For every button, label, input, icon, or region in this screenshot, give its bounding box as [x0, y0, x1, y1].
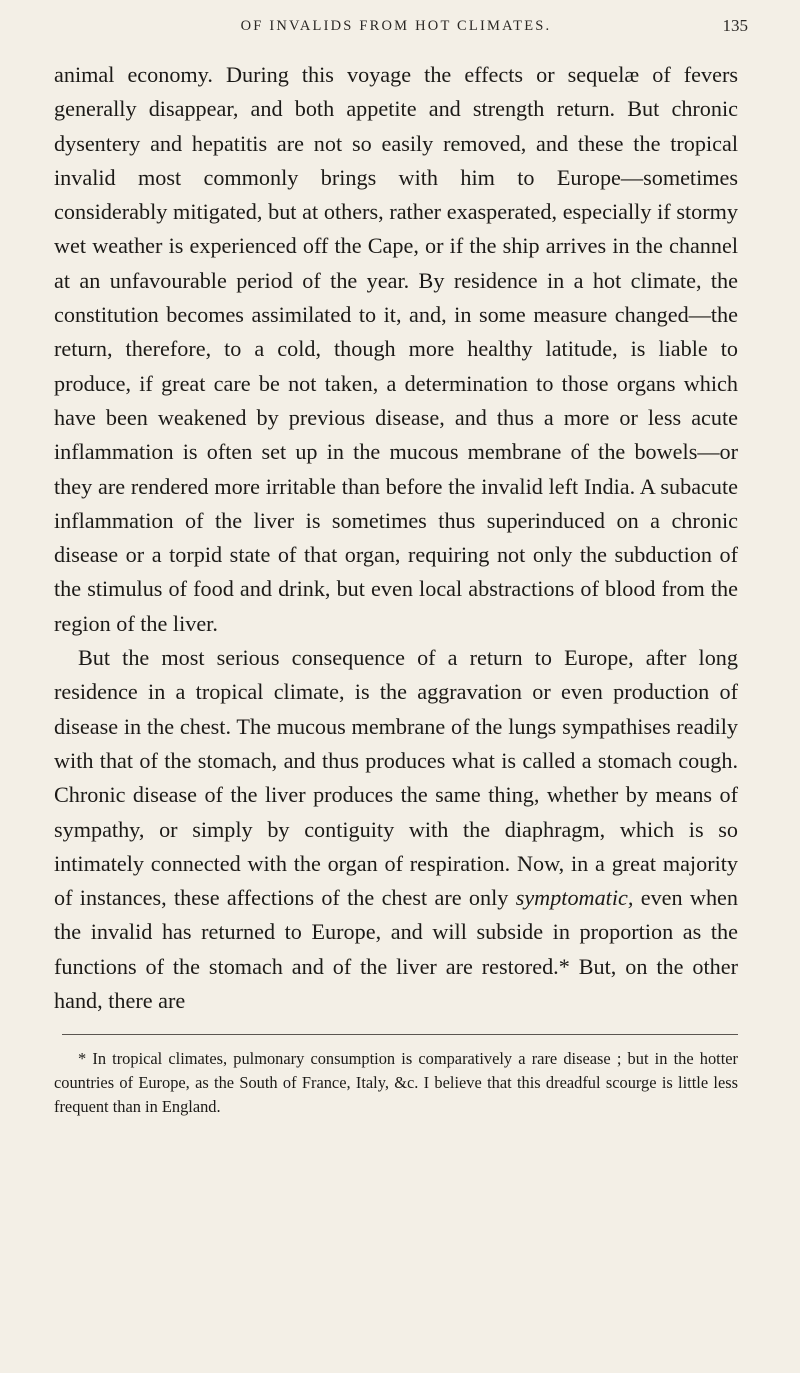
running-head: [54, 16, 748, 58]
body-text: [54, 58, 738, 1018]
book-page: [54, 16, 748, 1119]
paragraph-1: animal economy. During this voyage the effects or sequelæ of fevers generally disappear, and both appetite and strength return. But chronic dysentery and hepatitis are not so easily removed, and these the tropical invalid most commonly brings with him to Europe—sometimes considerably mitigated, but at others, rather exasperated, especially if stormy wet weather is experienced off the Cape, or if the ship arrives in the channel at an unfavourable period of the year. By residence in a hot climate, the constitution becomes assimilated to it, and, in some measure changed—the return, therefore, to a cold, though more healthy latitude, is liable to produce, if great care be not taken, a determination to those organs which have been weakened by previous disease, and thus a more or less acute inflammation is often set up in the mucous membrane of the bowels—or they are rendered more irritable than before the invalid left India. A subacute inflammation of the liver is sometimes thus superinduced on a chronic disease or a torpid state of that organ, requiring not only the subduction of the stimulus of food and drink, but even local abstractions of blood from the region of the liver.: [54, 62, 738, 636]
paragraph-2-part-b: even when the invalid has returned to Europe, and will subside in proportion as the functions of the stomach and of the liver are restored.*: [54, 885, 738, 979]
paragraph-2-part-c: But, on the other hand, there are: [54, 953, 738, 1014]
italic-term: symptomatic,: [515, 885, 634, 911]
page-number: 135: [722, 16, 748, 35]
paragraph-2-part-a: But the most serious consequence of a return to Europe, after long residence in a tropical climate, is the aggravation or even production of disease in the chest. The mucous membrane of the lungs sympathises readily with that of the stomach, and thus produces what is called a stomach cough. Chronic disease of the liver produces the same thing, whether by means of sympathy, or simply by contiguity with the diaphragm, which is so intimately connected with the organ of respiration. Now, in a great majority of instances, these affections of the chest are only: [54, 645, 738, 911]
running-title: OF INVALIDS FROM HOT CLIMATES.: [240, 18, 552, 34]
footnote: * In tropical climates, pulmonary consumption is comparatively a rare disease ; but in the hotter countries of Europe, as the South of France, Italy, &c. I believe that this dreadful scourge is little less frequent than in England.: [54, 1049, 738, 1117]
footnote-divider: [62, 1034, 738, 1035]
paragraph-2: [54, 641, 738, 1018]
